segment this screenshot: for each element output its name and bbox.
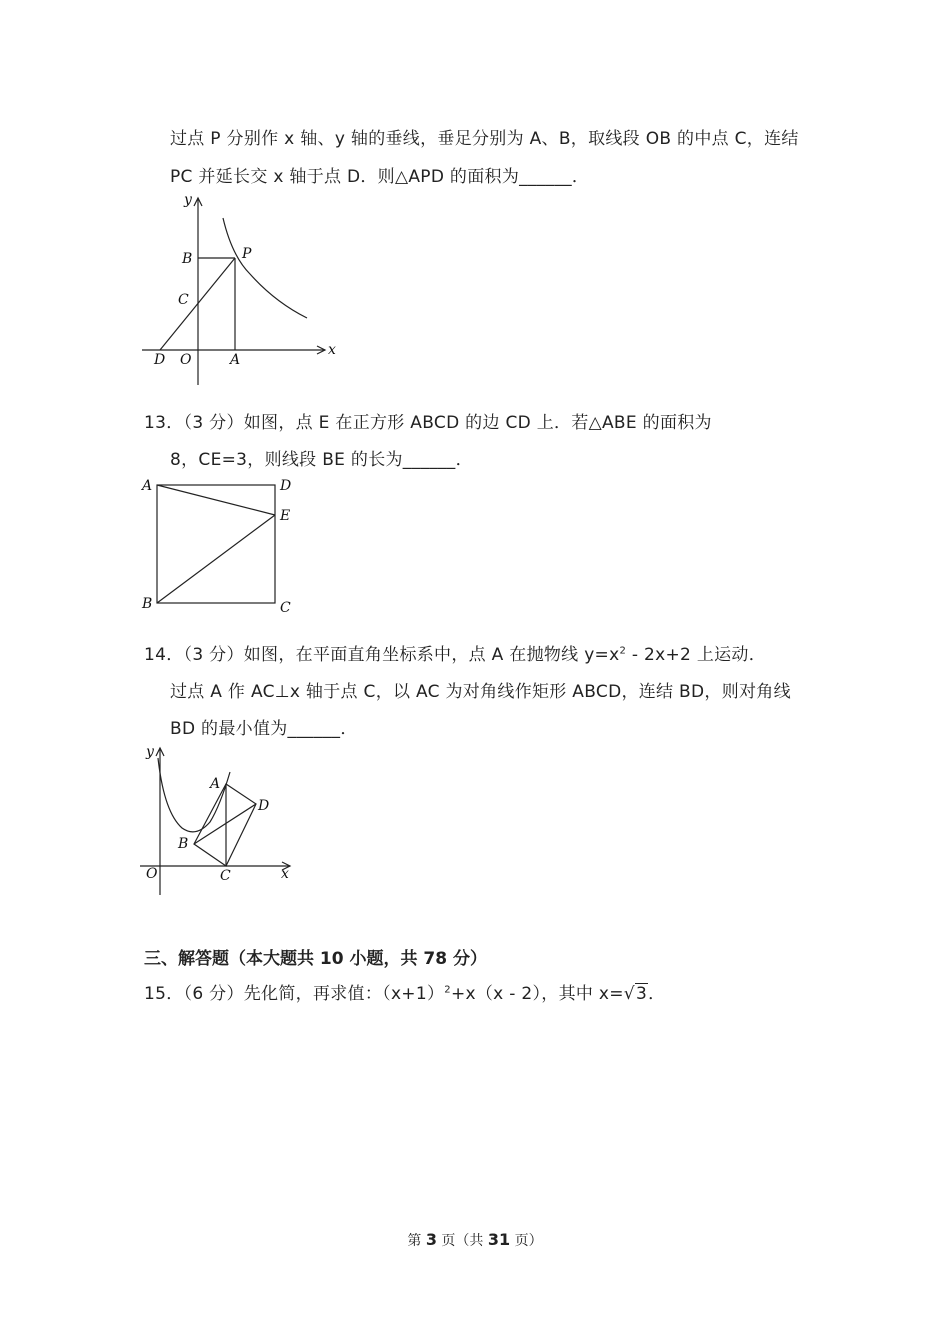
- q13-line2: 8，CE=3，则线段 BE 的长为______．: [170, 450, 473, 470]
- q12-label-O: O: [180, 352, 192, 368]
- q15-text-mid: +x（x - 2），其中 x=: [450, 984, 624, 1004]
- footer-page-number: 3: [425, 1230, 437, 1249]
- q14-line1-text: 14．（3 分）如图，在平面直角坐标系中，点 A 在抛物线 y=x: [144, 645, 620, 665]
- section3-heading: 三、解答题（本大题共 10 小题，共 78 分）: [144, 949, 487, 969]
- q14-exponent: 2: [619, 645, 627, 657]
- q14-label-B: B: [178, 836, 189, 852]
- footer-pre: 第: [407, 1233, 426, 1249]
- q12-label-A: A: [230, 352, 241, 368]
- page-footer: [0, 1230, 950, 1250]
- q14-figure: [138, 740, 303, 900]
- q14-line2: 过点 A 作 AC⊥x 轴于点 C，以 AC 为对角线作矩形 ABCD，连结 BD，则对角线: [170, 682, 791, 702]
- q14-label-y: y: [146, 744, 154, 760]
- footer-post: 页）: [510, 1233, 543, 1249]
- q12-line2: PC 并延长交 x 轴于点 D．则△APD 的面积为______．: [170, 167, 590, 187]
- q12-label-C: C: [178, 292, 189, 308]
- q14-label-x: x: [281, 866, 289, 882]
- q14-label-O: O: [146, 866, 158, 882]
- q12-label-P: P: [242, 246, 252, 262]
- q14-label-D: D: [258, 798, 270, 814]
- q15-radical-sign: √: [623, 984, 635, 1004]
- q14-label-C: C: [220, 868, 231, 884]
- q12-label-y: y: [184, 192, 192, 208]
- q14-line3: BD 的最小值为______．: [170, 719, 358, 739]
- footer-total-pages: 31: [487, 1230, 511, 1249]
- q15-exponent: 2: [444, 984, 451, 996]
- q12-figure: [140, 190, 350, 390]
- q13-label-B: B: [142, 596, 153, 612]
- q14-line1-rest: - 2x+2 上运动．: [626, 645, 767, 665]
- q15-line: [144, 979, 665, 1004]
- q13-line1: 13．（3 分）如图，点 E 在正方形 ABCD 的边 CD 上．若△ABE 的面积为: [144, 413, 712, 433]
- q15-radicand: 3: [635, 984, 648, 1004]
- q15-text-pre: 15．（6 分）先化简，再求值：（x+1）: [144, 984, 445, 1004]
- q13-figure: [138, 472, 308, 620]
- q13-label-D: D: [280, 478, 292, 494]
- q13-label-E: E: [280, 508, 291, 524]
- q14-label-A: A: [210, 776, 221, 792]
- q13-label-A: A: [142, 478, 153, 494]
- q12-label-x: x: [328, 342, 336, 358]
- q12-label-B: B: [182, 251, 193, 267]
- q15-sqrt: [624, 984, 648, 1004]
- q13-label-C: C: [280, 600, 291, 616]
- footer-mid: 页（共: [436, 1233, 488, 1249]
- q12-label-D: D: [154, 352, 166, 368]
- q15-text-end: ．: [648, 984, 666, 1004]
- q14-line1: [144, 640, 766, 665]
- q12-line1: 过点 P 分别作 x 轴、y 轴的垂线，垂足分别为 A、B，取线段 OB 的中点 C，连结: [170, 129, 799, 149]
